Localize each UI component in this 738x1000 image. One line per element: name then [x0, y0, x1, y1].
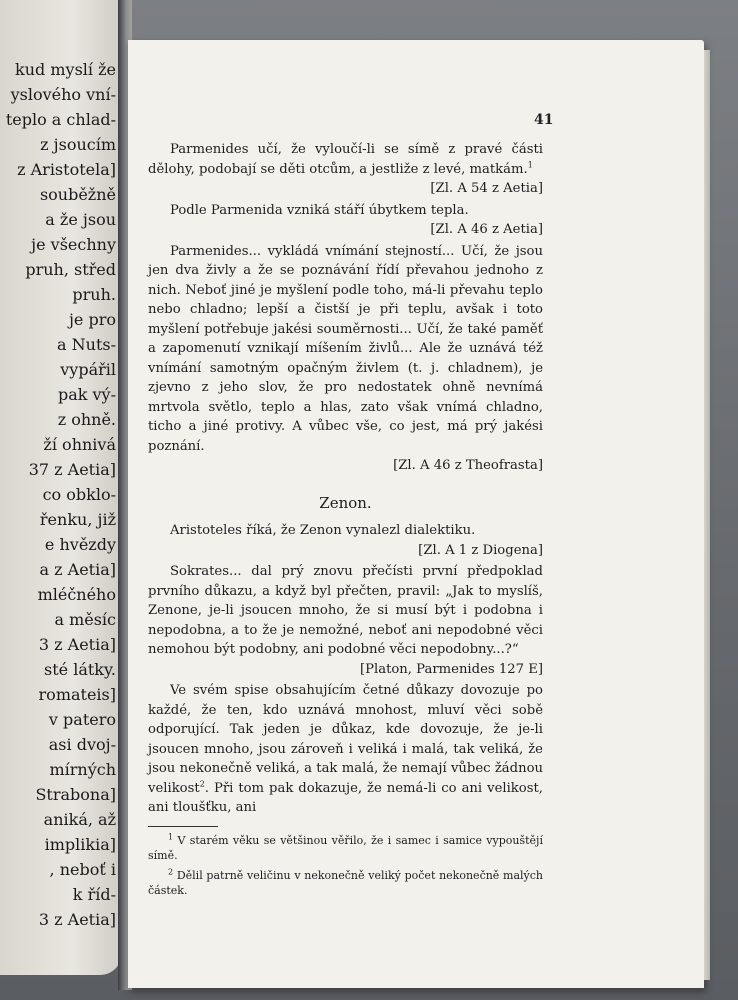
left-page-line: z ohně.: [57, 410, 116, 429]
left-page-line: pruh, střed: [25, 260, 116, 279]
left-page-line: kud myslí že: [15, 60, 116, 79]
left-page-line: k říd-: [72, 885, 116, 904]
left-page-line: e hvězdy: [44, 535, 116, 554]
paragraph-3: Parmenides... vykládá vnímání stejností... Učí, že jsou jen dva živly a že se poznávání řídí převahou jednoho z nich. Neboť jiné je myšlení podle toho, má-li převahu teplo nebo chladno; lepší a čistší je při teplu, avšak i toto myšlení potřebuje jakési souměrnosti... Učí, že také paměť a zapomenutí vznikají míšením živlů... Ale že uznává též vnímání samotným opačným živlem (t. j. chladnem), je zjevno z jeho slov, že pro nedostatek ohně nevnímá mrtvola světlo, teplo a hlas, zato však vnímá chladno, ticho a jiné protivy. A vůbec vše, co jest, má prý jakési poznání.: [148, 243, 543, 454]
paragraph-1: Parmenides učí, že vyloučí-li se símě z pravé části dělohy, podobají se děti otcům, a jestliže z levé, matkám.$^1$: [148, 142, 543, 177]
footnote-ref-1: 1: [527, 160, 533, 170]
left-page-line: sté látky.: [44, 660, 116, 679]
citation-4: [Zl. A 1 z Diogena]: [418, 542, 543, 558]
citation-5: [Platon, Parmenides 127 E]: [359, 661, 543, 677]
footnote-1: $^1$ V starém věku se většinou věřilo, že i samec i samice vypouštějí símě.: [148, 831, 543, 862]
footnote-1-mark: 1: [168, 831, 174, 841]
right-page: [128, 40, 704, 988]
left-page-line: vypářil: [60, 360, 116, 379]
paragraph-5: Sokrates... dal prý znovu přečísti první předpoklad prvního důkazu, a když byl přečten, pravil: „Jak to myslíš, Zenone, je-li jsoucen mnoho, že si musí být i podobna i nepodobna, a to že je nemožné, neboť ani nepodobné věci nemohou být podobny, ani podobné věci nepodobny...?“: [148, 564, 543, 657]
left-page-line: , neboť i: [49, 860, 116, 879]
section-heading: Zenon.: [319, 493, 372, 512]
page-text: [148, 140, 543, 903]
left-page-line: pruh.: [72, 285, 116, 304]
footnote-divider: [148, 826, 218, 827]
page-number: 41: [534, 112, 554, 128]
left-page-line: 3 z Aetia]: [38, 635, 116, 654]
left-page-line: v patero: [48, 710, 116, 729]
left-page-line: a z Aetia]: [39, 560, 116, 579]
left-page-line: z jsoucím: [40, 135, 116, 154]
left-page-line: je všechny: [31, 235, 116, 254]
citation-3: [Zl. A 46 z Theofrasta]: [393, 458, 543, 473]
left-page-line: ží ohnivá: [43, 435, 116, 454]
left-page-line: z Aristotela]: [17, 160, 116, 179]
left-page-line: implikia]: [44, 835, 116, 854]
left-page-line: mléčného: [37, 585, 116, 604]
footnote-ref-2: 2: [199, 779, 205, 789]
left-page-line: je pro: [68, 310, 116, 329]
paragraph-4: Aristoteles říká, že Zenon vynalezl dialektiku.: [170, 523, 476, 538]
left-page-line: Strabona]: [35, 785, 116, 804]
left-page-line: asi dvoj-: [48, 735, 116, 754]
left-page-line: co obklo-: [42, 485, 116, 504]
left-page-line: 37 z Aetia]: [28, 460, 116, 479]
footnote-2: $^2$ Dělil patrně veličinu v nekonečně veliký počet nekonečně malých částek.: [148, 866, 544, 897]
left-page: [0, 0, 122, 975]
citation-1: [Zl. A 54 z Aetia]: [430, 181, 543, 196]
footnote-2-mark: 2: [168, 866, 174, 876]
left-page-line: yslového vní-: [10, 85, 116, 104]
left-page-line: a Nuts-: [57, 335, 116, 354]
left-page-line: aniká, až: [43, 810, 116, 829]
left-page-line: pak vý-: [57, 385, 116, 404]
left-page-line: teplo a chlad-: [5, 110, 116, 129]
left-page-line: romateis]: [38, 685, 116, 704]
citation-2: [Zl. A 46 z Aetia]: [430, 222, 543, 237]
left-page-line: a měsíc: [54, 610, 116, 629]
left-page-line: souběžně: [39, 185, 116, 204]
paragraph-2: Podle Parmenida vzniká stáří úbytkem tepla.: [170, 202, 469, 218]
left-page-line: řenku, již: [39, 510, 116, 529]
left-page-line: a že jsou: [45, 210, 116, 229]
paragraph-6: Ve svém spise obsahujícím četné důkazy dovozuje po každé, že ten, kdo uznává mnohost, mluví věci sobě odporující. Tak jeden je důkaz, kde dovozuje, že je-li jsoucen mnoho, jsou zároveň i veliká i malá, tak veliká, že jsou nekonečně veliká, a tak malá, že nemají vůbec žádnou velikost$^2$. Při tom pak dokazuje, že nemá-li co ani velikost, ani tloušťku, ani: [148, 683, 543, 815]
left-page-line: mírných: [49, 760, 116, 779]
left-page-line: 3 z Aetia]: [38, 910, 116, 929]
